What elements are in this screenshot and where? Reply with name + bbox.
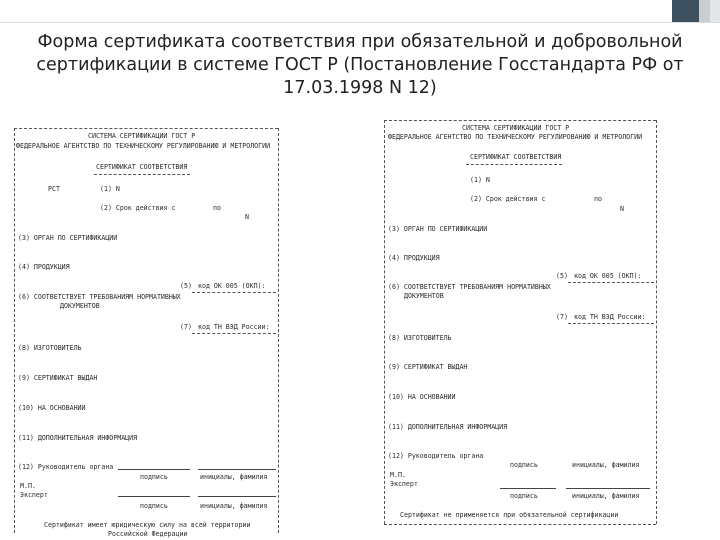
right-cert-title: СЕРТИФИКАТ СООТВЕТСТВИЯ: [470, 153, 562, 161]
right-field-11: (11) ДОПОЛНИТЕЛЬНАЯ ИНФОРМАЦИЯ: [388, 423, 508, 431]
right-field-4: (4) ПРОДУКЦИЯ: [388, 254, 440, 262]
left-field-10: (10) НА ОСНОВАНИИ: [18, 404, 86, 412]
left-cert-title: СЕРТИФИКАТ СООТВЕТСТВИЯ: [96, 163, 188, 171]
right-bottom-border: [384, 524, 656, 525]
right-left-border: [384, 120, 385, 524]
right-expert: Эксперт: [390, 480, 418, 488]
right-right-border: [656, 120, 657, 524]
right-system-title: СИСТЕМА СЕРТИФИКАЦИИ ГОСТ Р: [462, 124, 570, 132]
right-initials-2: инициалы, фамилия: [572, 492, 640, 500]
right-tnved-num: (7): [556, 313, 568, 321]
left-field-8: (8) ИЗГОТОВИТЕЛЬ: [18, 344, 82, 352]
right-tnved: код ТН ВЭД России:: [574, 313, 646, 321]
right-field-2: (2) Срок действия с: [470, 195, 546, 203]
title-line-1: Форма сертификата соответствия при обязательной и добровольной: [37, 32, 683, 52]
left-agency: ФЕДЕРАЛЬНОЕ АГЕНТСТВО ПО ТЕХНИЧЕСКОМУ РЕГУЛИРОВАНИЮ И МЕТРОЛОГИИ: [16, 142, 271, 150]
left-rst: РСТ: [48, 185, 60, 193]
left-footer-2: Российской Федерации: [108, 530, 188, 538]
right-agency: ФЕДЕРАЛЬНОЕ АГЕНТСТВО ПО ТЕХНИЧЕСКОМУ РЕГУЛИРОВАНИЮ И МЕТРОЛОГИИ: [388, 133, 643, 141]
left-okp: код ОК 005 (ОКП):: [198, 282, 266, 290]
left-field-6: (6) СООТВЕТСТВУЕТ ТРЕБОВАНИЯМ НОРМАТИВНЫХ: [18, 293, 181, 301]
left-n-sign: N: [245, 213, 249, 221]
right-field-10: (10) НА ОСНОВАНИИ: [388, 393, 456, 401]
right-initials-line-2: [566, 488, 650, 489]
left-footer-1: Сертификат имеет юридическую силу на всей территории: [44, 521, 251, 529]
right-footer-1: Сертификат не применяется при обязательной сертификации: [400, 511, 619, 519]
left-field-2: (2) Срок действия с: [100, 204, 176, 212]
left-field-1: (1) N: [100, 185, 120, 193]
right-initials-1: инициалы, фамилия: [572, 461, 640, 469]
left-field-9: (9) СЕРТИФИКАТ ВЫДАН: [18, 374, 98, 382]
left-field-12: (12) Руководитель органа: [18, 463, 114, 471]
left-tnved-num: (7): [180, 323, 192, 331]
right-field-1: (1) N: [470, 176, 490, 184]
right-okp-line: [568, 282, 654, 283]
title-line-2: сертификации в системе ГОСТ Р (Постановление Госстандарта РФ от: [36, 55, 684, 75]
right-po: по: [594, 195, 602, 203]
right-sign-line-2: [500, 488, 556, 489]
left-system-title: СИСТЕМА СЕРТИФИКАЦИИ ГОСТ Р: [88, 132, 196, 140]
left-tnved: код ТН ВЭД России:: [198, 323, 270, 331]
left-okp-num: (5): [180, 282, 192, 290]
right-field-6b: ДОКУМЕНТОВ: [404, 292, 444, 300]
left-field-3: (3) ОРГАН ПО СЕРТИФИКАЦИИ: [18, 234, 118, 242]
right-n-sign: N: [620, 205, 624, 213]
left-initials-2: инициалы, фамилия: [200, 502, 268, 510]
left-sign-1: подпись: [140, 473, 168, 481]
left-po: по: [213, 204, 221, 212]
left-mp: М.П.: [20, 482, 36, 490]
left-field-6b: ДОКУМЕНТОВ: [60, 302, 100, 310]
right-tnved-line: [568, 323, 654, 324]
right-field-3: (3) ОРГАН ПО СЕРТИФИКАЦИИ: [388, 225, 488, 233]
left-initials-1: инициалы, фамилия: [200, 473, 268, 481]
right-field-8: (8) ИЗГОТОВИТЕЛЬ: [388, 334, 452, 342]
right-okp: код ОК 005 (ОКП):: [574, 272, 642, 280]
right-cert-underline: [466, 164, 562, 165]
right-field-9: (9) СЕРТИФИКАТ ВЫДАН: [388, 363, 468, 371]
right-top-border: [384, 120, 656, 121]
right-field-6: (6) СООТВЕТСТВУЕТ ТРЕБОВАНИЯМ НОРМАТИВНЫХ: [388, 283, 551, 291]
right-sign-2: подпись: [510, 492, 538, 500]
left-field-4: (4) ПРОДУКЦИЯ: [18, 263, 70, 271]
right-mp: М.П.: [390, 471, 406, 479]
title-line-3: 17.03.1998 N 12): [283, 78, 437, 98]
right-field-12: (12) Руководитель органа: [388, 452, 484, 460]
left-expert: Эксперт: [20, 491, 48, 499]
left-field-11: (11) ДОПОЛНИТЕЛЬНАЯ ИНФОРМАЦИЯ: [18, 434, 138, 442]
right-sign-1: подпись: [510, 461, 538, 469]
left-sign-2: подпись: [140, 502, 168, 510]
right-okp-num: (5): [556, 272, 568, 280]
